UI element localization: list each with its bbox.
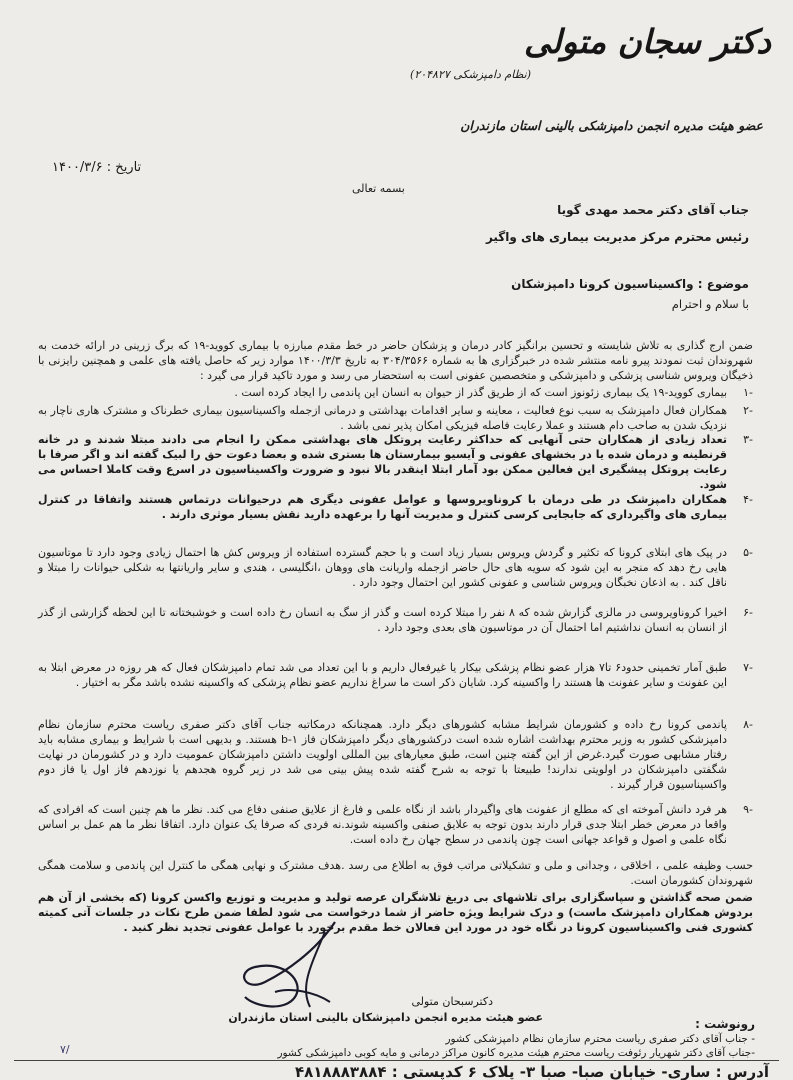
- greeting: با سلام و احترام: [671, 297, 749, 311]
- footer-address: آدرس : ساری- خیابان صبا- صبا ۳- پلاک ۶ کدپستی : ۴۸۱۸۸۸۳۸۸۴: [294, 1063, 769, 1080]
- cc-recipient: -جناب آقای دکتر شهریار رئوفت ریاست محترم هیئت مدیره کانون مراکز درمانی و مایه کوبی دامپزشکی کشور: [277, 1047, 755, 1059]
- list-item: [38, 432, 753, 492]
- item-text: در پیک های ابتلای کرونا که تکثیر و گردش ویروس بسیار زیاد است و با حجم گسترده استفاده از ویروس کش ها احتمال زیادی وجود دارد تا موتاسیون هایی رخ دهد که منجر به این شود که سویه های حال حاضر ازجمله واریانت های ووهان ،انگلیسی ، هندی و سایر واریانتها به شکلی حیوانات را مبتلا و ناقل کند . به اذعان نخبگان ویروس شناسی و عفونی کشور این احتمال وجود دارد .: [38, 546, 727, 589]
- cc-recipient: - جناب آقای دکتر صفری ریاست محترم سازمان نظام دامپزشکی کشور: [445, 1033, 755, 1045]
- signer-title: عضو هیئت مدیره انجمن دامپزشکان بالینی استان مازندران: [228, 1011, 543, 1024]
- item-number: -۵: [743, 546, 753, 559]
- letter-subject: موضوع : واکسیناسیون کرونا دامپزشکان: [511, 277, 749, 291]
- item-text: بیماری کووید-۱۹ یک بیماری زئونوز است که از طریق گذر از حیوان به انسان این پاندمی را ایجاد کرده است .: [234, 386, 727, 399]
- item-number: -۱: [743, 386, 753, 399]
- item-number: -۷: [743, 661, 753, 674]
- item-text: پاندمی کرونا رخ داده و کشورمان شرایط مشابه کشورهای دیگر دارد. همچنانکه درمکاتبه جناب آقای دکتر صفری ریاست محترم سازمان نظام دامپزشکی کشور به وزیر محترم بهداشت اشاره شده است درکشورهای دیگر دامپزشکان فاز b-۱ هستند. و بدیهی است با شرایط و بیماری مشابه باید رفتار مشابهی صورت گیرد.غرض از این گفته چنین است، طبق معیارهای بین المللی اولویت داشتن دامپزشکان عمومیت دارد و در کشورمان در نهایت شگفتی دامپزشکان در اولویتی ندارند! طبیعتا با توجه به شرح گفته شده پیش بینی می شد در زیر گروه هجدهم یا نوزدهم فاز اول یا فاز دوم واکسیناسیون قرار گیرند .: [38, 718, 728, 791]
- handwritten-signature: [215, 912, 355, 1022]
- item-number: -۹: [743, 803, 753, 816]
- item-number: -۳: [743, 433, 753, 446]
- list-item: [38, 385, 753, 400]
- letter-date: تاریخ : ۱۴۰۰/۳/۶: [52, 160, 142, 175]
- addressee-name: جناب آقای دکتر محمد مهدی گویا: [557, 203, 749, 217]
- item-number: -۲: [743, 404, 753, 417]
- request-paragraph: ضمن صحه گذاشتن و سپاسگزاری برای تلاشهای بی دریغ تلاشگران عرصه تولید و مدیریت و توزیع واکسن کرونا (که بخشی از آن هم بردوش همکاران دامپزشک ماست) و درک شرایط ویژه حاضر از شما درخواست می شود لطفا ضمن طرح نکات در جلسات آتی کمیته کشوری فنی واکسیناسیون کرونا در نگاه خود در مورد این فعالان خط مقدم برخورد با عوامل عفونی تجدید نظر کنید .: [38, 891, 753, 934]
- list-item: [38, 545, 753, 590]
- item-text: تعداد زیادی از همکاران حتی آنهایی که حداکثر رعایت پروتکل های بهداشتی ممکن را انجام می دادند مبتلا شدند و در خانه قرنطینه و درمان شده یا در بخشهای عفونی و آیسیو بیمارستان ها بستری شده و بعضا دعوت حق را لبیک گفته اند و اگر صرفا با رعایت پروتکل پیشگیری این فعالین ممکن بود آمار ابتلا اینقدر بالا نبود و ضرورت واکسیناسیون در اسرع وقت کاملا احساس می شود.: [38, 433, 727, 491]
- item-text: طبق آمار تخمینی حدود۶ تا۷ هزار عضو نظام پزشکی بیکار یا غیرفعال داریم و با این تعداد می شد تمام دامپزشکان فعال که هر روزه در معرض ابتلا به این عفونت و سایر عفونت ها هستند را واکسینه کرد. شایان ذکر است ما سراغ نداریم عضو نظام پزشکی که واکسینه نشده باشد مگر به اختیار .: [38, 661, 727, 689]
- item-text: هر فرد دانش آموخته ای که مطلع از عفونت های واگیردار باشد از نگاه علمی و فارغ از علایق صنفی دفاع می کند. نظر ما هم چنین است که افرادی که واقعا در معرض خطر ابتلا جدی قرار دارند بدون توجه به علایق صنفی واکسینه شوند.نه فردی که صرفا یک عنوان دارد. اتفاقا نظر ما هم عمل بر اساس نگاه علمی و اصول و قواعد جهانی است چون پاندمی در سطح جهان رخ داده است.: [38, 803, 727, 846]
- list-item: [38, 660, 753, 690]
- letterhead-subtitle: عضو هیئت مدیره انجمن دامپزشکی بالینی استان مازندران: [460, 118, 763, 133]
- intro-paragraph: ضمن ارج گذاری به تلاش شایسته و تحسین برانگیز کادر درمان و پزشکان حاضر در خط مقدم مبارزه با بیماری کووید-۱۹ که برگ زرینی در ارائه خدمت به شهروندان ثبت نمودند پیرو نامه منتشر شده در خبرگزاری ها به شماره ۳۰۴/۳۵۶۶ به تاریخ ۱۴۰۰/۳/۳ موارد زیر که حاصل یافته های علمی و همچنین رایزنی با ذخیگان ویروس شناسی پزشکی و دامپزشکی و متخصصین عفونی است به استحضار می رسد و مورد تاکید قرار می گیرد :: [38, 339, 753, 382]
- list-item: [38, 403, 753, 433]
- item-number: -۴: [743, 493, 753, 506]
- cc-header: رونوشت :: [695, 1017, 755, 1031]
- letterhead-title: دکتر سجان متولی: [523, 22, 771, 61]
- page-mark: /۷: [60, 1043, 70, 1056]
- license-number: (نظام دامپزشکی ۲۰۴۸۲۷): [410, 68, 531, 81]
- item-text: همکاران فعال دامپزشک به سبب نوع فعالیت ، معاینه و سایر اقدامات بهداشتی و درمانی ازجمله واکسیناسیون بیماری خطرناک و مشترک هاری ناچار به نزدیک شدن به صاحب دام هستند و عملا رعایت فاصله فیزیکی امکان پذیر نمی باشد .: [38, 404, 727, 432]
- list-item: [38, 802, 753, 847]
- bismillah: بسمه تعالی: [352, 182, 405, 195]
- footer-divider: [14, 1060, 779, 1061]
- addressee-title: رئیس محترم مرکز مدیریت بیماری های واگیر: [485, 230, 749, 244]
- signer-name: دکترسبحان متولی: [411, 995, 493, 1008]
- list-item: [38, 717, 753, 792]
- list-item: [38, 492, 753, 522]
- list-item: [38, 605, 753, 635]
- item-text: اخیرا کروناویروسی در مالزی گزارش شده که ۸ نفر را مبتلا کرده است و گذر از سگ به انسان رخ داده است و خوشبختانه تا این لحظه گزارشی از گذر از انسان به انسان نداشتیم اما احتمال آن در موتاسیون های بعدی وجود دارد .: [38, 606, 727, 634]
- item-number: -۶: [743, 606, 753, 619]
- closing-paragraph: حسب وظیفه علمی ، اخلاقی ، وجدانی و ملی و تشکیلاتی مراتب فوق به اطلاع می رسد .هدف مشترک و نهایی همگی ما کنترل این پاندمی و سلامت همگی شهروندان کشورمان است.: [38, 859, 753, 887]
- item-number: -۸: [743, 718, 753, 731]
- item-text: همکاران دامپزشک در طی درمان با کروناویروسها و عوامل عفونی دیگری هم درحیوانات درتماس هستند واتفاقا در کنترل بیماری های واگیرداری که جابجایی کرسی کنترل و مدیریت آنها را برعهده دارید نقش بسیار موثری دارند .: [38, 493, 727, 521]
